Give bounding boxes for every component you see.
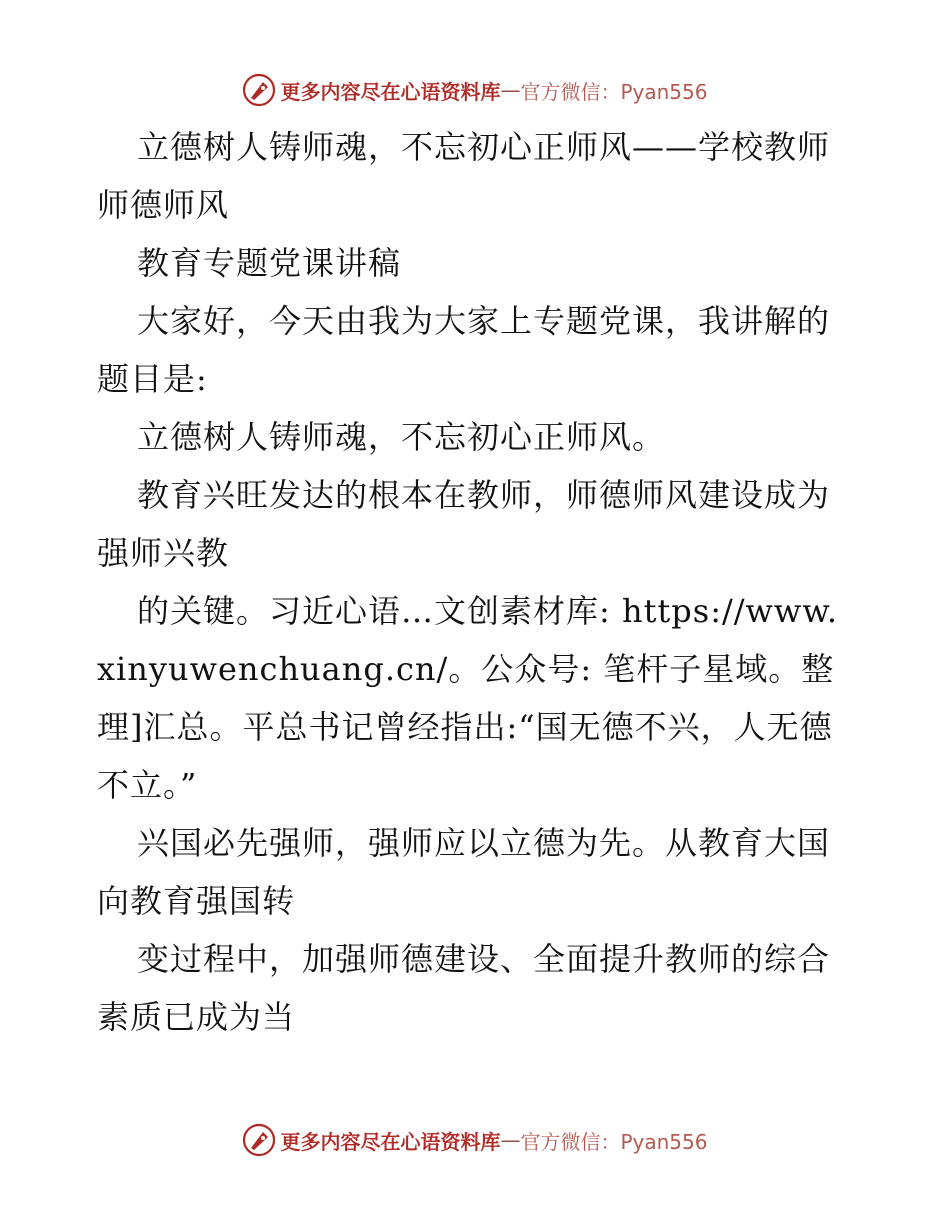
footer-slogan: 更多内容尽在心语资料库 — [280, 1129, 501, 1154]
paragraph-subtitle: 教育专题党课讲稿 — [137, 244, 402, 282]
paragraph-foundation: 教育兴旺发达的根本在教师，师德师风建设成为强师兴教 — [97, 476, 831, 572]
pen-nib-logo-icon — [242, 1123, 276, 1157]
paragraph-greeting: 大家好，今天由我为大家上专题党课，我讲解的题目是: — [97, 302, 831, 398]
document-body — [97, 118, 857, 1046]
header-slogan: 更多内容尽在心语资料库 — [280, 79, 501, 104]
paragraph-transition: 变过程中，加强师德建设、全面提升教师的综合素质已成为当 — [97, 940, 831, 1036]
header-dash: — — [500, 78, 521, 102]
header-banner — [0, 70, 950, 110]
header-wechat: 官方微信：Pyan556 — [520, 79, 708, 104]
paragraph-key: 的关键。习近心语…文创素材库: https://www.xinyuwenchuang.cn/。公众号: 笔杆子星域。整理]汇总。平总书记曾经指出:“国无德不兴，人无德不立。” — [97, 592, 839, 804]
paragraph-topic: 立德树人铸师魂，不忘初心正师风。 — [137, 418, 666, 456]
footer-dash: — — [500, 1128, 521, 1152]
footer-wechat: 官方微信：Pyan556 — [520, 1129, 708, 1154]
paragraph-strong-teacher: 兴国必先强师，强师应以立德为先。从教育大国向教育强国转 — [97, 824, 831, 920]
footer-banner — [0, 1120, 950, 1160]
pen-nib-logo-icon — [242, 73, 276, 107]
paragraph-title: 立德树人铸师魂，不忘初心正师风——学校教师师德师风 — [97, 128, 831, 224]
